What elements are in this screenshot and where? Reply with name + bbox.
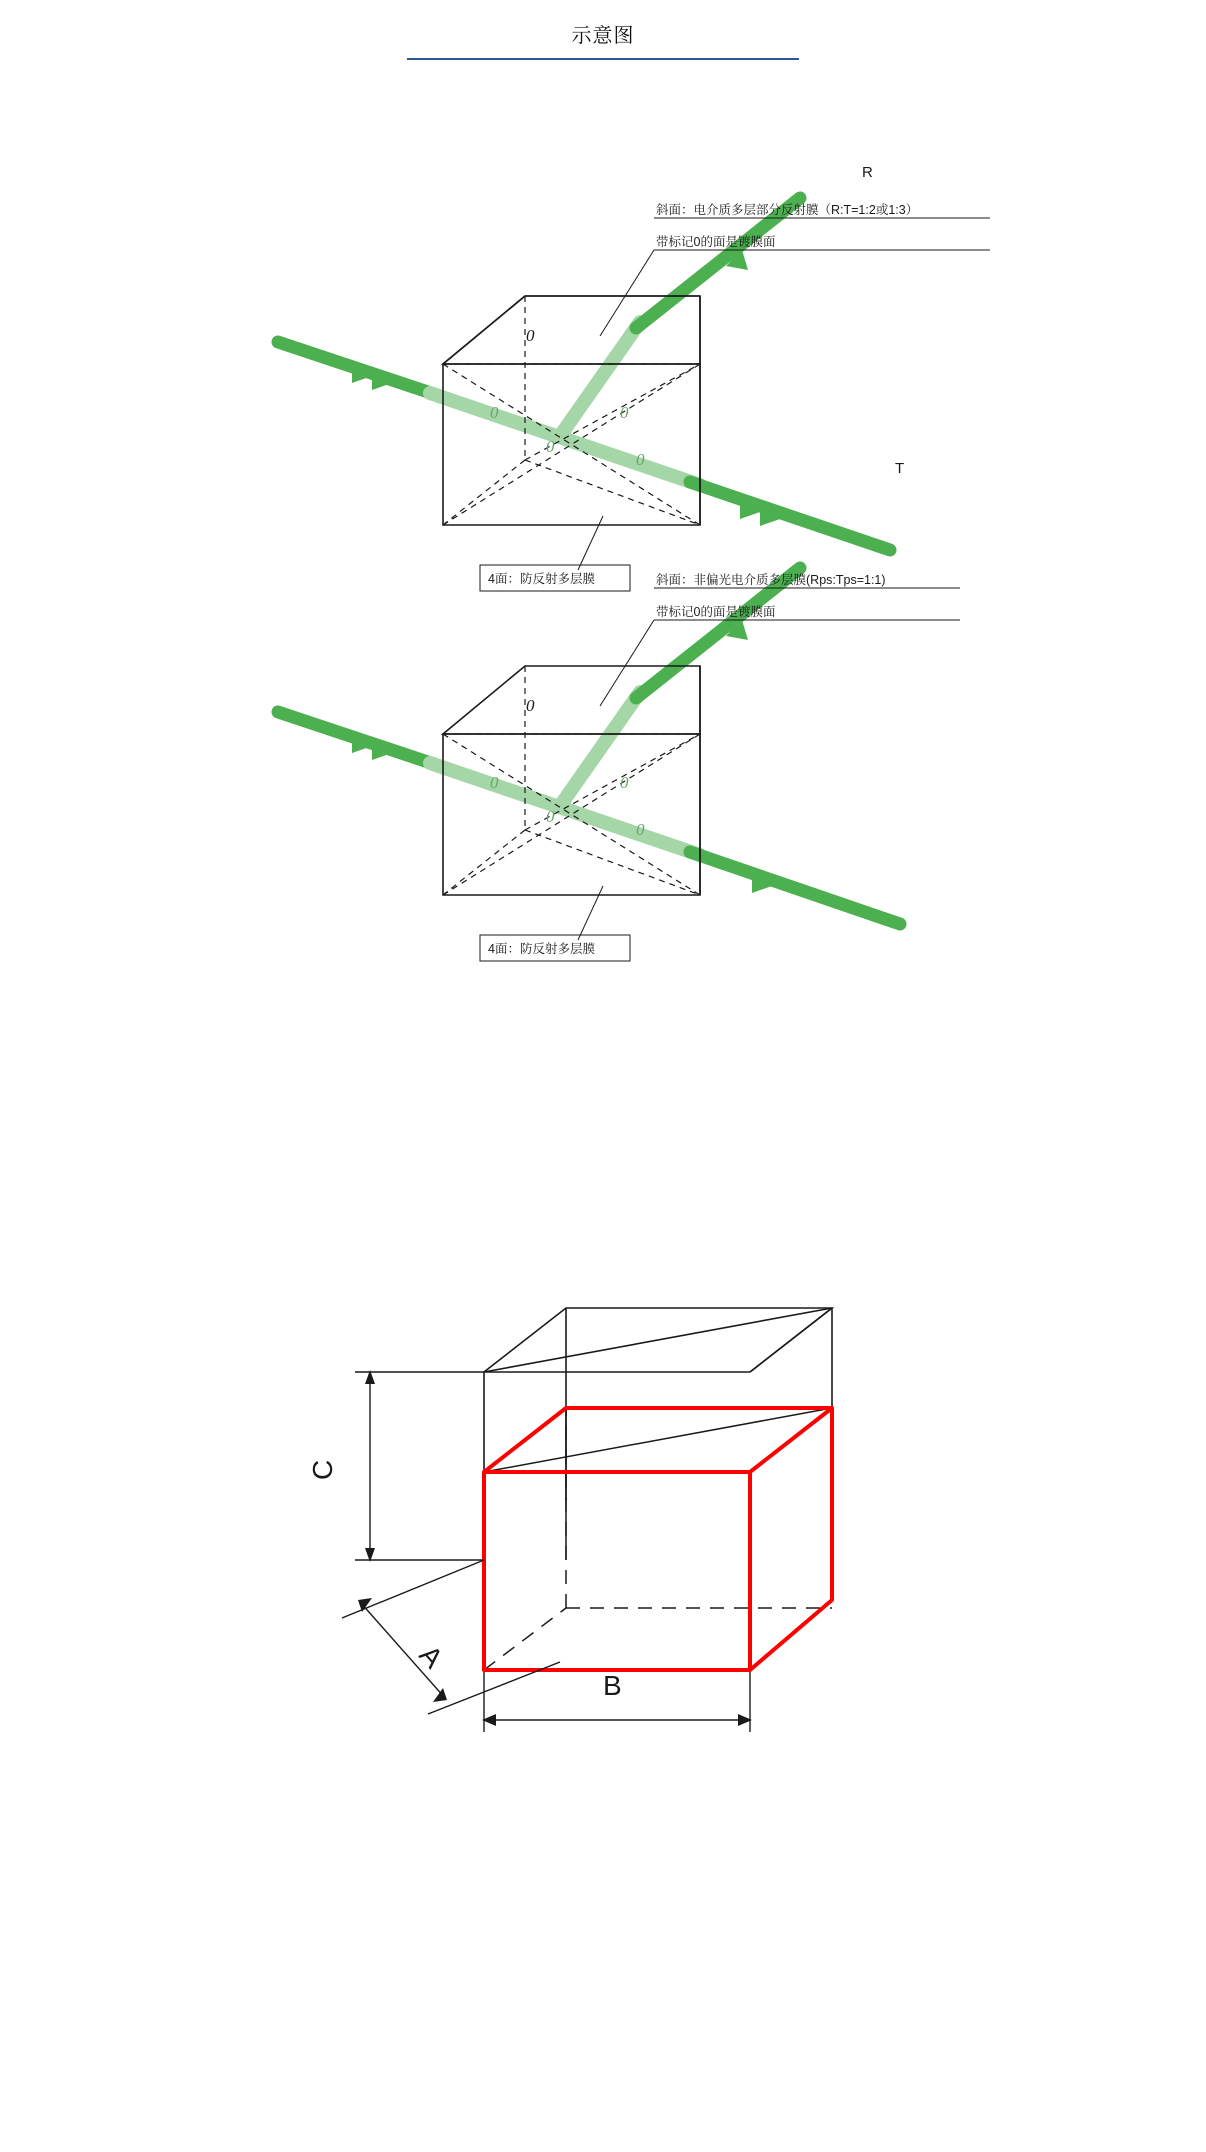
- figure-beamsplitter-non-polarizing: [0, 560, 1206, 1030]
- face-mark-0-left: 0: [490, 403, 499, 422]
- cube-back-edges: [484, 1308, 832, 1570]
- annotation-coating-note-2: 斜面：非偏光电介质多层膜(Rps:Tps=1:1): [656, 573, 886, 587]
- annotation-ar-coating-note-2: 4面：防反射多层膜: [488, 942, 595, 956]
- label-dimension-C: C: [307, 1459, 338, 1480]
- dimension-C: [355, 1370, 484, 1562]
- page-header: [0, 22, 1206, 50]
- prism-outline: [443, 296, 700, 525]
- face-mark-0-right: 0: [620, 403, 629, 422]
- figure-dimension-cube: [0, 1380, 1206, 1850]
- beam-input: [278, 342, 440, 396]
- face-mark-0-top: 0: [526, 326, 535, 345]
- face-mark-0-right-2: 0: [620, 773, 629, 792]
- annotation-ar-coating-note: 4面：防反射多层膜: [488, 572, 595, 586]
- label-dimension-B: B: [603, 1670, 622, 1701]
- beam-transmitted-2: [690, 852, 900, 924]
- label-beam-R: R: [862, 164, 873, 181]
- annotation-mark-note-2: 带标记0的面是镀膜面: [656, 605, 776, 619]
- page-title: 示意图: [554, 22, 653, 50]
- face-mark-0-top-2: 0: [526, 696, 535, 715]
- beam-internal-2: [430, 692, 700, 855]
- cube-highlight-outline: [484, 1408, 832, 1670]
- face-mark-0-lower: 0: [636, 450, 645, 469]
- annotation-mark-note: 带标记0的面是镀膜面: [656, 235, 776, 249]
- label-beam-T: T: [895, 460, 905, 477]
- header-divider: [407, 58, 799, 60]
- beam-input-2: [278, 712, 440, 766]
- face-mark-0-center-2: 0: [546, 807, 555, 826]
- face-mark-0-lower-2: 0: [636, 820, 645, 839]
- beam-transmitted: [690, 482, 890, 550]
- label-dimension-A: A: [413, 1639, 450, 1674]
- face-mark-0-center: 0: [546, 437, 555, 456]
- annotation-coating-note: 斜面：电介质多层部分反射膜（R:T=1:2或1:3）: [656, 203, 919, 217]
- face-mark-0-left-2: 0: [490, 773, 499, 792]
